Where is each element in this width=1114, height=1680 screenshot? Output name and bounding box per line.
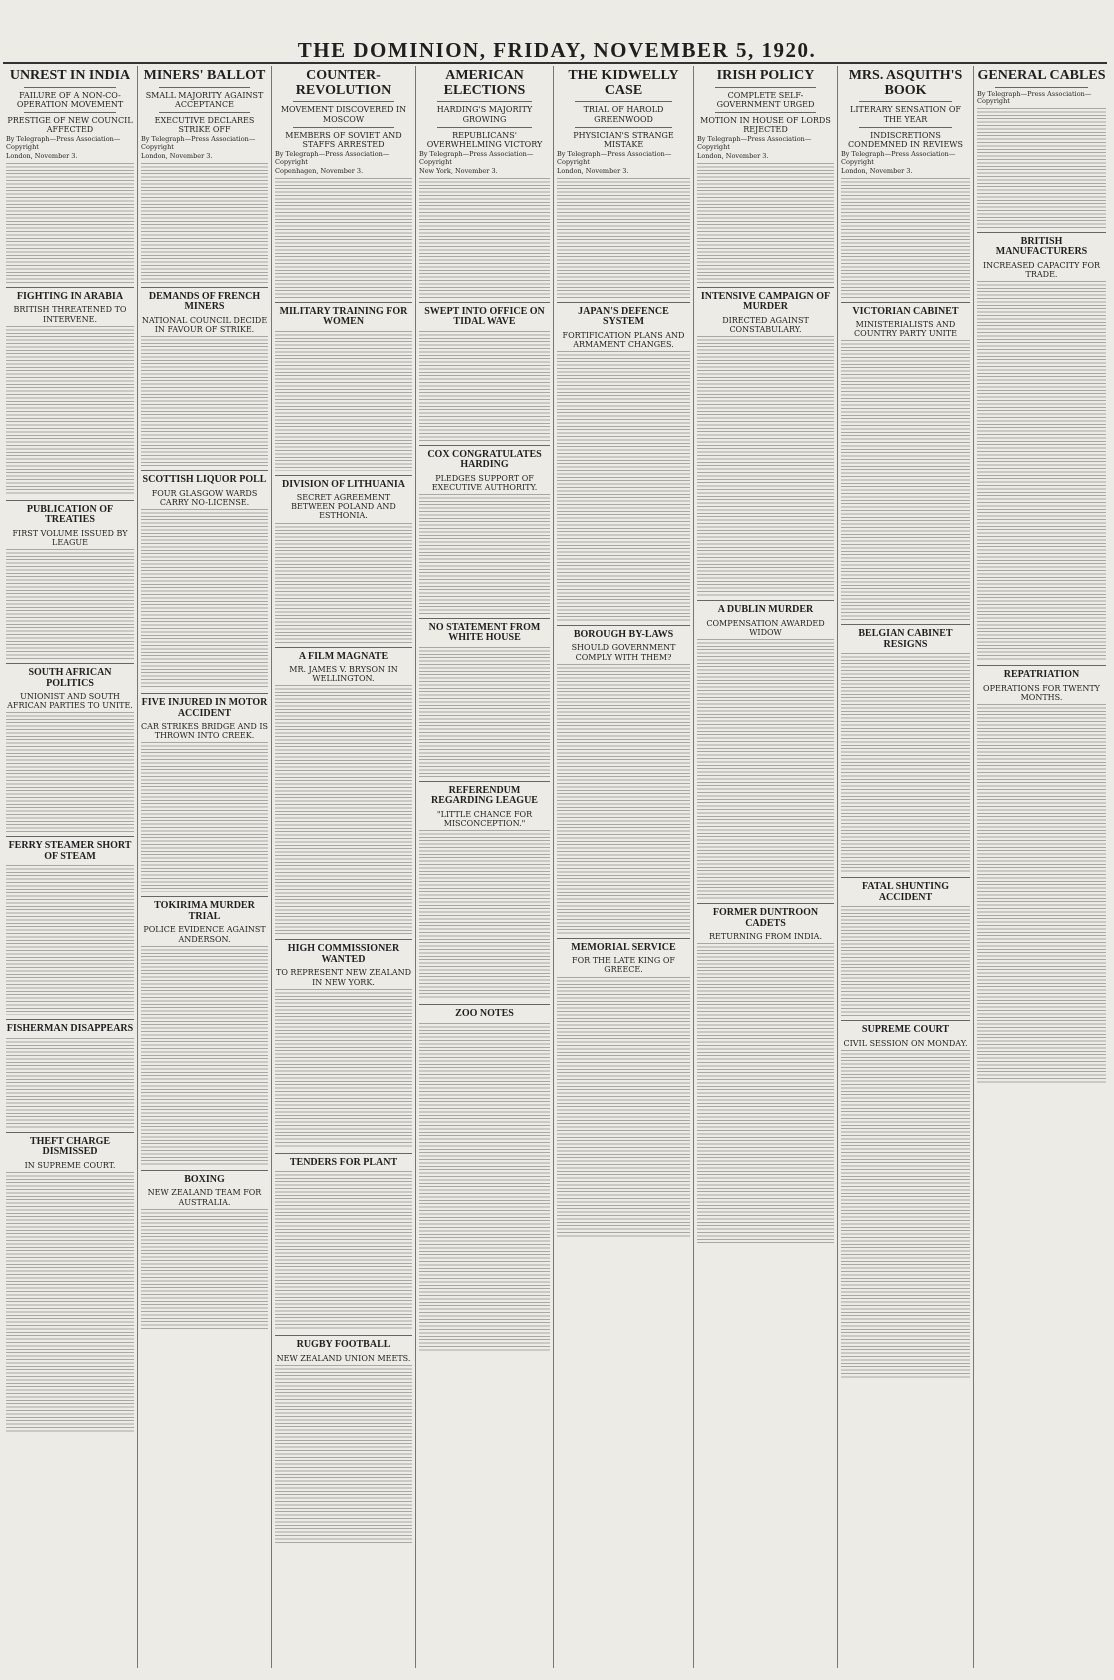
story-divider bbox=[141, 1170, 268, 1171]
story-divider bbox=[275, 939, 412, 940]
byline: By Telegraph—Press Association—Copyright bbox=[841, 150, 956, 166]
story-body-text bbox=[697, 639, 834, 899]
article-subheading: HARDING'S MAJORITY GROWING bbox=[436, 105, 533, 124]
story-divider bbox=[977, 665, 1106, 666]
story-divider bbox=[419, 445, 550, 446]
story-body-text bbox=[419, 494, 550, 614]
story-headline: REFERENDUM REGARDING LEAGUE bbox=[431, 784, 538, 807]
story-divider bbox=[697, 287, 834, 288]
story-body-text bbox=[557, 664, 690, 934]
story-divider bbox=[419, 1004, 550, 1005]
story-divider bbox=[841, 624, 970, 625]
story-subheading: MR. JAMES V. BRYSON IN WELLINGTON. bbox=[289, 665, 398, 684]
story-divider bbox=[6, 663, 134, 664]
divider bbox=[715, 112, 816, 113]
story-subheading: CIVIL SESSION ON MONDAY. bbox=[843, 1038, 968, 1048]
divider bbox=[159, 112, 250, 113]
story-body-text bbox=[697, 336, 834, 596]
column-4 bbox=[415, 66, 553, 1668]
column-6 bbox=[693, 66, 837, 1668]
story-body-text bbox=[841, 653, 970, 873]
story-subheading: DIRECTED AGAINST CONSTABULARY. bbox=[722, 315, 809, 335]
story-headline: JAPAN'S DEFENCE SYSTEM bbox=[578, 305, 669, 328]
story-subheading: COMPENSATION AWARDED WIDOW bbox=[706, 618, 825, 637]
divider bbox=[24, 87, 116, 88]
story-divider bbox=[557, 625, 690, 626]
divider bbox=[995, 87, 1088, 88]
story-divider bbox=[419, 781, 550, 782]
story-subheading: FIRST VOLUME ISSUED BY LEAGUE bbox=[12, 528, 128, 547]
story-body-text bbox=[419, 830, 550, 1000]
story-body-text bbox=[841, 1050, 970, 1380]
story-headline: NO STATEMENT FROM WHITE HOUSE bbox=[428, 621, 541, 644]
article-body-text bbox=[419, 178, 550, 298]
column-grid bbox=[3, 66, 1109, 1668]
story-headline: A FILM MAGNATE bbox=[298, 650, 389, 662]
story-body-text bbox=[6, 549, 134, 659]
divider bbox=[437, 101, 532, 102]
article-body-text bbox=[141, 163, 268, 283]
article-subheading: REPUBLICANS' OVERWHELMING VICTORY bbox=[426, 130, 543, 149]
article-body-text bbox=[977, 108, 1106, 228]
story-divider bbox=[275, 1335, 412, 1336]
dateline: London, November 3. bbox=[557, 167, 629, 176]
story-body-text bbox=[419, 647, 550, 777]
divider bbox=[575, 127, 672, 128]
divider bbox=[859, 101, 952, 102]
divider bbox=[293, 127, 394, 128]
story-body-text bbox=[6, 326, 134, 496]
story-subheading: NATIONAL COUNCIL DECIDE IN FAVOUR OF STRIKE. bbox=[141, 315, 268, 335]
byline: By Telegraph—Press Association—Copyright bbox=[141, 135, 256, 151]
story-divider bbox=[141, 693, 268, 694]
story-divider bbox=[6, 836, 134, 837]
story-divider bbox=[6, 287, 134, 288]
story-body-text bbox=[141, 946, 268, 1166]
story-body-text bbox=[275, 331, 412, 471]
article-subheading: PHYSICIAN'S STRANGE MISTAKE bbox=[573, 130, 674, 149]
story-body-text bbox=[141, 336, 268, 466]
story-body-text bbox=[557, 351, 690, 621]
story-body-text bbox=[275, 1171, 412, 1331]
article-headline: IRISH POLICY bbox=[716, 68, 815, 83]
story-subheading: "LITTLE CHANCE FOR MISCONCEPTION." bbox=[436, 809, 533, 829]
dateline: London, November 3. bbox=[841, 167, 913, 176]
story-headline: BELGIAN CABINET RESIGNS bbox=[858, 628, 953, 650]
article-headline: GENERAL CABLES bbox=[977, 68, 1106, 83]
story-divider bbox=[275, 1153, 412, 1154]
story-headline: FATAL SHUNTING ACCIDENT bbox=[862, 881, 949, 903]
story-subheading: NEW ZEALAND TEAM FOR AUSTRALIA. bbox=[147, 1188, 262, 1207]
article-body-text bbox=[557, 178, 690, 298]
story-headline: BOXING bbox=[184, 1173, 225, 1185]
story-body-text bbox=[419, 331, 550, 441]
story-headline: REPATRIATION bbox=[1003, 669, 1080, 680]
story-body-text bbox=[275, 523, 412, 643]
story-divider bbox=[275, 475, 412, 476]
story-body-text bbox=[141, 742, 268, 892]
story-subheading: OPERATIONS FOR TWENTY MONTHS. bbox=[983, 683, 1100, 702]
story-headline: PUBLICATION OF TREATIES bbox=[26, 503, 114, 526]
story-subheading: NEW ZEALAND UNION MEETS. bbox=[276, 1353, 411, 1363]
story-divider bbox=[841, 1020, 970, 1021]
story-body-text bbox=[275, 989, 412, 1149]
story-divider bbox=[697, 903, 834, 904]
story-headline: FIVE INJURED IN MOTOR ACCIDENT bbox=[141, 697, 268, 719]
article-headline: THE KIDWELLY CASE bbox=[568, 68, 679, 98]
article-body-text bbox=[275, 178, 412, 298]
story-body-text bbox=[6, 1172, 134, 1432]
byline: By Telegraph—Press Association—Copyright bbox=[275, 150, 390, 166]
article-subheading: MOTION IN HOUSE OF LORDS REJECTED bbox=[700, 116, 831, 135]
story-subheading: POLICE EVIDENCE AGAINST ANDERSON. bbox=[143, 925, 266, 944]
story-subheading: INCREASED CAPACITY FOR TRADE. bbox=[982, 260, 1101, 279]
story-subheading: IN SUPREME COURT. bbox=[24, 1160, 116, 1170]
article-subheading: PRESTIGE OF NEW COUNCIL AFFECTED bbox=[7, 116, 133, 135]
story-divider bbox=[557, 302, 690, 303]
story-headline: HIGH COMMISSIONER WANTED bbox=[287, 943, 400, 965]
column-7 bbox=[837, 66, 973, 1668]
article-body-text bbox=[841, 178, 970, 298]
story-subheading: FOUR GLASGOW WARDS CARRY NO-LICENSE. bbox=[151, 488, 258, 507]
byline: By Telegraph—Press Association—Copyright bbox=[6, 135, 121, 151]
story-subheading: TO REPRESENT NEW ZEALAND IN NEW YORK. bbox=[275, 968, 412, 987]
story-headline: MEMORIAL SERVICE bbox=[571, 941, 676, 953]
story-subheading: FOR THE LATE KING OF GREECE. bbox=[572, 956, 675, 975]
story-body-text bbox=[977, 281, 1106, 661]
dateline: New York, November 3. bbox=[419, 167, 498, 176]
byline: By Telegraph—Press Association—Copyright bbox=[977, 89, 1092, 106]
article-headline: MINERS' BALLOT bbox=[143, 68, 266, 83]
story-headline: TENDERS FOR PLANT bbox=[289, 1156, 398, 1168]
article-subheading: TRIAL OF HAROLD GREENWOOD bbox=[583, 105, 664, 124]
story-headline: COX CONGRATULATES HARDING bbox=[427, 448, 542, 471]
article-headline: UNREST IN INDIA bbox=[9, 68, 131, 83]
story-divider bbox=[841, 877, 970, 878]
story-headline: FIGHTING IN ARABIA bbox=[16, 290, 124, 302]
story-body-text bbox=[841, 340, 970, 620]
story-headline: THEFT CHARGE DISMISSED bbox=[29, 1135, 111, 1158]
story-subheading: PLEDGES SUPPORT OF EXECUTIVE AUTHORITY. bbox=[431, 473, 538, 492]
story-subheading: MINISTERIALISTS AND COUNTRY PARTY UNITE bbox=[854, 320, 957, 339]
story-subheading: BRITISH THREATENED TO INTERVENE. bbox=[13, 305, 127, 324]
story-divider bbox=[977, 232, 1106, 233]
divider bbox=[715, 87, 816, 88]
story-body-text bbox=[841, 906, 970, 1016]
story-divider bbox=[6, 500, 134, 501]
divider bbox=[24, 112, 116, 113]
story-headline: FERRY STEAMER SHORT OF STEAM bbox=[8, 840, 132, 862]
story-subheading: SHOULD GOVERNMENT COMPLY WITH THEM? bbox=[571, 643, 676, 662]
story-body-text bbox=[141, 509, 268, 689]
dateline: Copenhagen, November 3. bbox=[275, 167, 364, 176]
divider bbox=[159, 87, 250, 88]
story-headline: RUGBY FOOTBALL bbox=[296, 1339, 391, 1351]
story-headline: BOROUGH BY-LAWS bbox=[573, 628, 674, 640]
story-divider bbox=[6, 1019, 134, 1020]
divider bbox=[859, 127, 952, 128]
divider bbox=[437, 127, 532, 128]
article-subheading: INDISCRETIONS CONDEMNED IN REVIEWS bbox=[848, 130, 963, 149]
story-divider bbox=[419, 618, 550, 619]
article-headline: COUNTER-REVOLUTION bbox=[295, 68, 392, 98]
masthead-rule bbox=[3, 62, 1107, 64]
story-body-text bbox=[6, 712, 134, 832]
story-divider bbox=[141, 896, 268, 897]
story-body-text bbox=[557, 977, 690, 1237]
byline: By Telegraph—Press Association—Copyright bbox=[557, 150, 672, 166]
story-headline: SWEPT INTO OFFICE ON TIDAL WAVE bbox=[424, 305, 545, 328]
column-8 bbox=[973, 66, 1109, 1668]
story-headline: INTENSIVE CAMPAIGN OF MURDER bbox=[700, 290, 831, 313]
story-divider bbox=[697, 600, 834, 601]
story-divider bbox=[141, 470, 268, 471]
article-headline: MRS. ASQUITH'S BOOK bbox=[848, 68, 963, 98]
story-subheading: RETURNING FROM INDIA. bbox=[709, 932, 822, 942]
dateline: London, November 3. bbox=[697, 152, 769, 161]
story-body-text bbox=[275, 685, 412, 935]
column-5 bbox=[553, 66, 693, 1668]
article-subheading: FAILURE OF A NON-CO-OPERATION MOVEMENT bbox=[16, 90, 124, 109]
story-headline: DEMANDS OF FRENCH MINERS bbox=[148, 290, 261, 313]
dateline: London, November 3. bbox=[141, 152, 213, 161]
story-headline: SOUTH AFRICAN POLITICS bbox=[28, 667, 112, 689]
story-subheading: SECRET AGREEMENT BETWEEN POLAND AND ESTHONIA. bbox=[291, 493, 396, 521]
story-divider bbox=[275, 302, 412, 303]
article-subheading: SMALL MAJORITY AGAINST ACCEPTANCE bbox=[145, 90, 264, 109]
story-body-text bbox=[697, 943, 834, 1243]
story-divider bbox=[557, 938, 690, 939]
story-headline: A DUBLIN MURDER bbox=[717, 604, 814, 616]
byline: By Telegraph—Press Association—Copyright bbox=[697, 135, 812, 151]
story-headline: ZOO NOTES bbox=[455, 1008, 514, 1020]
article-subheading: LITERARY SENSATION OF THE YEAR bbox=[850, 105, 961, 124]
divider bbox=[293, 101, 394, 102]
story-headline: DIVISION OF LITHUANIA bbox=[282, 478, 405, 490]
article-subheading: COMPLETE SELF-GOVERNMENT URGED bbox=[716, 90, 815, 109]
story-body-text bbox=[977, 704, 1106, 1084]
story-body-text bbox=[419, 1023, 550, 1353]
story-headline: VICTORIAN CABINET bbox=[852, 305, 959, 317]
story-divider bbox=[6, 1132, 134, 1133]
story-headline: FORMER DUNTROON CADETS bbox=[712, 907, 819, 929]
column-1 bbox=[3, 66, 137, 1668]
column-3 bbox=[271, 66, 415, 1668]
article-subheading: MEMBERS OF SOVIET AND STAFFS ARRESTED bbox=[285, 130, 402, 149]
article-subheading: MOVEMENT DISCOVERED IN MOSCOW bbox=[280, 105, 407, 124]
story-headline: TOKIRIMA MURDER TRIAL bbox=[154, 900, 255, 922]
story-body-text bbox=[6, 1038, 134, 1128]
story-body-text bbox=[6, 865, 134, 1015]
divider bbox=[575, 101, 672, 102]
story-headline: SCOTTISH LIQUOR POLL bbox=[142, 474, 267, 486]
story-divider bbox=[141, 287, 268, 288]
story-subheading: CAR STRIKES BRIDGE AND IS THROWN INTO CREEK. bbox=[141, 722, 268, 741]
story-subheading: UNIONIST AND SOUTH AFRICAN PARTIES TO UNITE. bbox=[7, 692, 133, 711]
article-subheading: EXECUTIVE DECLARES STRIKE OFF bbox=[154, 116, 255, 135]
dateline: London, November 3. bbox=[6, 152, 78, 161]
story-subheading: FORTIFICATION PLANS AND ARMAMENT CHANGES. bbox=[562, 330, 685, 349]
story-divider bbox=[419, 302, 550, 303]
story-body-text bbox=[141, 1209, 268, 1329]
story-divider bbox=[275, 647, 412, 648]
story-headline: SUPREME COURT bbox=[861, 1024, 950, 1036]
story-headline: MILITARY TRAINING FOR WOMEN bbox=[279, 305, 408, 328]
story-headline: BRITISH MANUFACTURERS bbox=[995, 235, 1088, 258]
story-headline: FISHERMAN DISAPPEARS bbox=[6, 1023, 134, 1035]
byline: By Telegraph—Press Association—Copyright bbox=[419, 150, 534, 166]
story-body-text bbox=[275, 1365, 412, 1545]
story-divider bbox=[841, 302, 970, 303]
column-2 bbox=[137, 66, 271, 1668]
article-body-text bbox=[697, 163, 834, 283]
article-headline: AMERICAN ELECTIONS bbox=[443, 68, 526, 98]
masthead: THE DOMINION, FRIDAY, NOVEMBER 5, 1920. bbox=[297, 38, 817, 62]
article-body-text bbox=[6, 163, 134, 283]
